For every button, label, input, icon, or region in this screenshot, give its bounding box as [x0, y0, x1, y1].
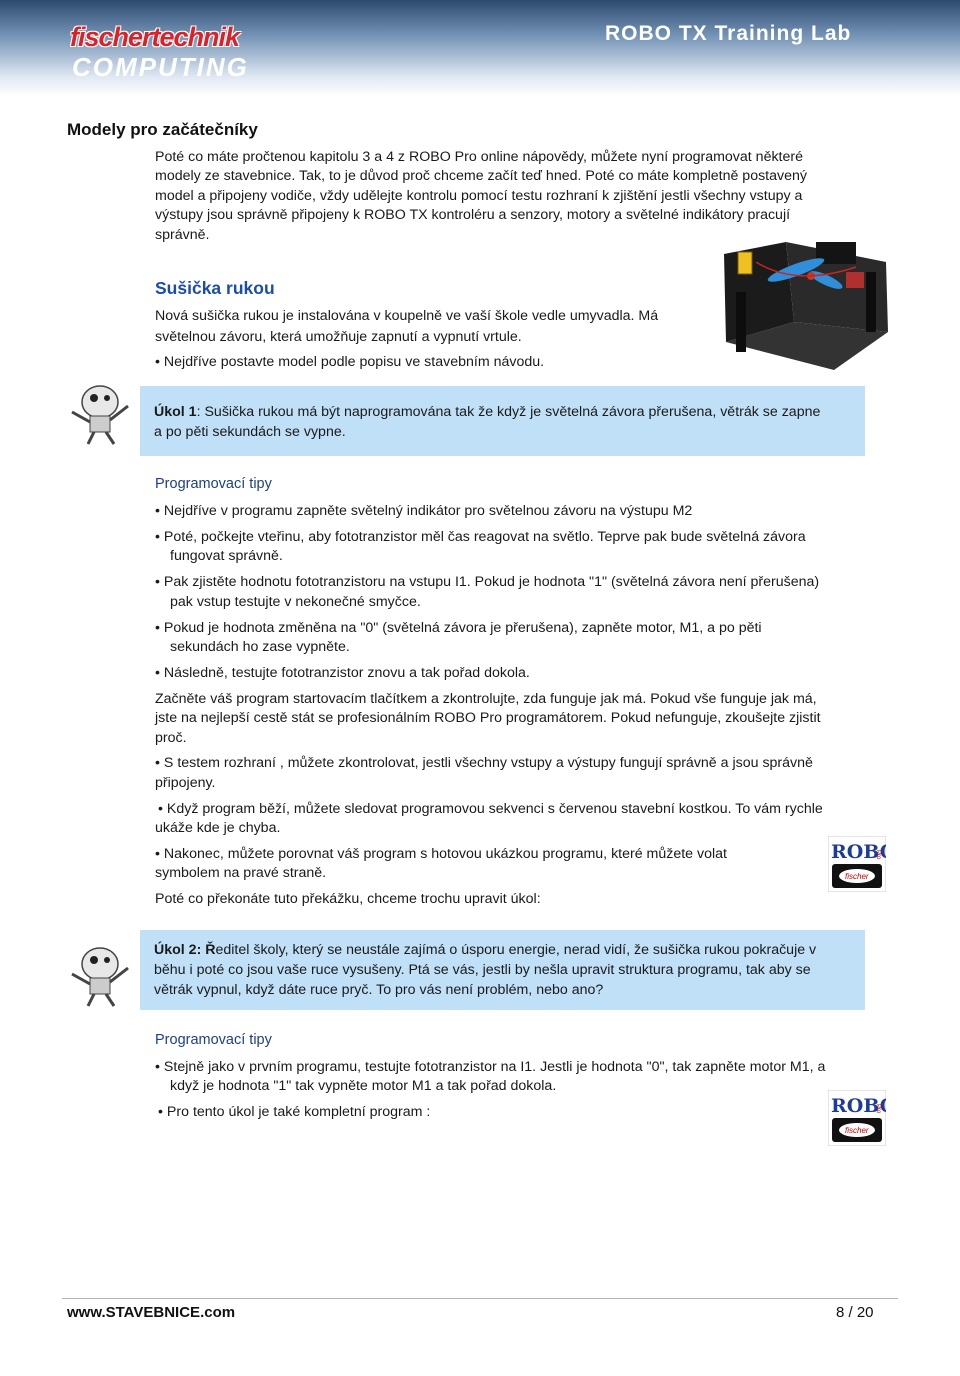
model-text: Nová sušička rukou je instalována v koupelně ve vaší škole vedle umyvadla. Má	[155, 308, 659, 324]
robo-pro-icon	[828, 1090, 886, 1146]
robo-pro-icon	[828, 836, 886, 892]
tip-item: • Nejdříve v programu zapněte světelný indikátor pro světelnou závoru na výstupu M2	[155, 502, 692, 522]
extra-bullet: • Nakonec, můžete porovnat váš program s hotovou ukázkou programu, které můžete volat	[155, 845, 727, 865]
task-2-text: větrák vypnul, když dáte ruce pryč. To pro vás není problém, nebo ano?	[154, 982, 604, 998]
extra-bullet-cont: připojeny.	[155, 775, 216, 791]
task-2-text: editel školy, který se neustále zajímá o úsporu energie, nerad vidí, že sušička rukou pokračuje v	[215, 942, 817, 958]
start-text: Začněte váš program startovacím tlačítkem a zkontrolujte, zda funguje jak má. Pokud vše funguje jak má,	[155, 691, 817, 707]
tip-item-cont: pak vstup testujte v nekonečné smyčce.	[170, 594, 421, 610]
model-bullet: • Nejdříve postavte model podle popisu ve stavebním návodu.	[155, 353, 544, 373]
tip-item-cont: fungovat správně.	[170, 548, 283, 564]
tip-item-cont: sekundách ho zase vypněte.	[170, 639, 350, 655]
extra-bullet-cont: ukáže kde je chyba.	[155, 820, 281, 836]
intro-line: správně.	[155, 227, 210, 243]
start-text: proč.	[155, 730, 187, 746]
header-title: ROBO TX Training Lab	[605, 22, 852, 45]
extra-bullet-cont: symbolem na pravé straně.	[155, 865, 327, 881]
task-2-box	[140, 930, 865, 1010]
footer-divider	[62, 1298, 898, 1299]
page-header	[0, 0, 960, 96]
intro-line: modely ze stavebnice. Tak, to je důvod proč chceme začít teď hned. Poté co máte kompletně postavený	[155, 168, 807, 184]
task-1-box	[140, 386, 865, 456]
tip-item: • Pokud je hodnota změněna na "0" (světelná závora je přerušena), zapněte motor, M1, a po pěti	[155, 619, 762, 639]
robo-word: ROB	[831, 841, 880, 863]
section-title: Modely pro začátečníky	[67, 120, 258, 139]
extra-bullet: • Když program běží, můžete sledovat programovou sekvenci s červenou stavební kostkou. To vám rychle	[158, 800, 823, 820]
start-text: jste na nejlepší cestě stát se profesionálním ROBO Pro programátorem. Pokud nefunguje, zkoušejte zjistit	[155, 710, 821, 726]
robo-pro-program-button[interactable]	[828, 836, 886, 892]
robot-mascot-icon	[64, 938, 134, 1008]
tip-item: • Následně, testujte fototranzistor znovu a tak pořad dokola.	[155, 664, 530, 684]
robo-word: ROB	[831, 1095, 880, 1117]
task-1-label: Úkol 1	[154, 404, 197, 420]
page-number: 8 / 20	[836, 1304, 874, 1321]
task-2-text: běhu i poté co jsou vaše ruce vysušeny. Ptá se vás, jestli by nešla upravit struktura programu, tak aby se	[154, 962, 811, 978]
robo-sub: Pro	[875, 850, 881, 860]
robo-brand: fischer	[845, 872, 869, 881]
tip-item: • Pro tento úkol je také kompletní program :	[158, 1103, 430, 1123]
transition-text: Poté co překonáte tuto překážku, chceme trochu upravit úkol:	[155, 891, 541, 907]
model-title: Sušička rukou	[155, 278, 275, 298]
computing-logo: COMPUTING	[72, 52, 249, 82]
robo-pro-program-button[interactable]	[828, 1090, 886, 1146]
intro-line: výstupy jsou správně připojeny k ROBO TX kontroléru a senzory, motory a světelné indikátory pracují	[155, 207, 791, 223]
task-1-text: : Sušička rukou má být naprogramována tak že když je světelná závora přerušena, větrák se zapne	[196, 404, 821, 420]
fischertechnik-logo: fischertechnik	[70, 22, 240, 52]
robo-brand: fischer	[845, 1126, 869, 1135]
robo-sub: Pro	[875, 1104, 881, 1114]
tip-item: • Poté, počkejte vteřinu, aby fototranzistor měl čas reagovat na světlo. Teprve pak bude světelná závora	[155, 528, 806, 548]
intro-line: model a připojeny vodiče, vždy udělejte kontrolu pomocí testu rozhraní k zjištění jestli všechny vstupy a	[155, 188, 803, 204]
model-text: světelnou závoru, která umožňuje zapnutí a vypnutí vrtule.	[155, 329, 522, 345]
robot-mascot-icon	[64, 376, 134, 446]
tip-item-cont: když je hodnota "1" tak vypněte motor M1 a tak pořad dokola.	[170, 1078, 557, 1094]
tip-item: • Stejně jako v prvním programu, testujte fototranzistor na I1. Jestli je hodnota "0", tak zapněte motor M1, a	[155, 1058, 825, 1078]
tips-2-title: Programovací tipy	[155, 1032, 272, 1048]
hand-dryer-model-image	[716, 232, 896, 372]
footer-url[interactable]: www.STAVEBNICE.com	[67, 1304, 236, 1321]
tips-1-title: Programovací tipy	[155, 476, 272, 492]
extra-bullet: • S testem rozhraní , můžete zkontrolovat, jestli všechny vstupy a výstupy fungují správně a jsou správně	[155, 754, 813, 774]
intro-line: Poté co máte pročtenou kapitolu 3 a 4 z ROBO Pro online nápovědy, můžete nyní programovat některé	[155, 149, 803, 165]
tip-item: • Pak zjistěte hodnotu fototranzistoru na vstupu I1. Pokud je hodnota "1" (světelná závora není přerušena)	[155, 573, 819, 593]
task-1-text: a po pěti sekundách se vypne.	[154, 424, 346, 440]
task-2-label: Úkol 2: Ř	[154, 942, 216, 958]
